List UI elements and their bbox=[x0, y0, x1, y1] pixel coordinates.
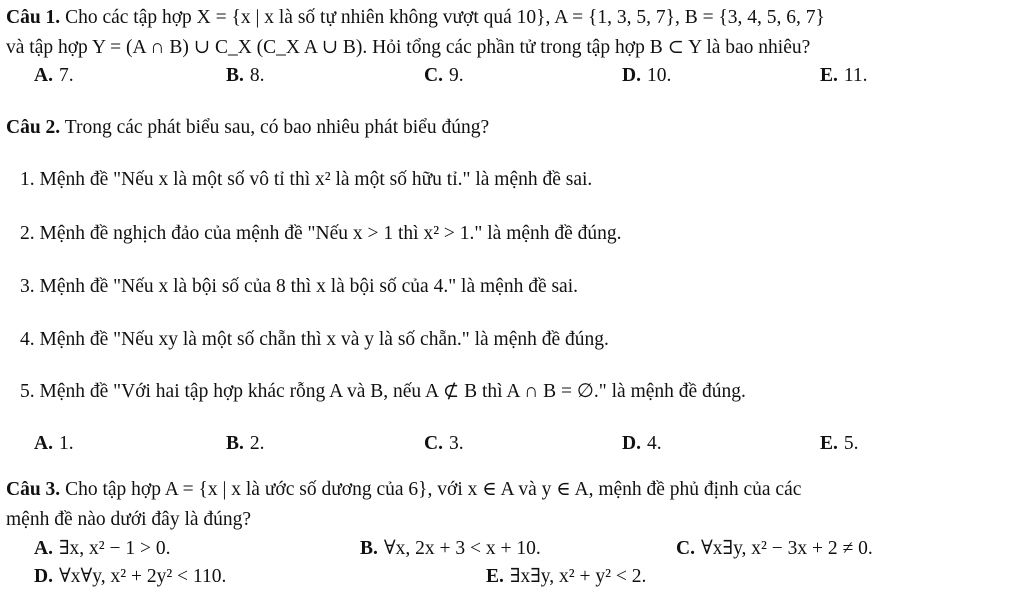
q3-line-1 bbox=[6, 478, 801, 502]
q3-option-c: C. ∀x∃y, x² − 3x + 2 ≠ 0. bbox=[676, 538, 873, 559]
q2-statement-4: 4. Mệnh đề "Nếu xy là một số chẵn thì x và y là số chẵn." là mệnh đề đúng. bbox=[20, 329, 609, 350]
q3-option-e: E. ∃x∃y, x² + y² < 2. bbox=[486, 566, 647, 587]
q1-stem-2: và tập hợp Y = (A ∩ B) ∪ C_X (C_X A ∪ B). Hỏi tổng các phần tử trong tập hợp B ⊂ Y là bao nhiêu? bbox=[6, 37, 811, 58]
q1-stem-1: Cho các tập hợp X = {x | x là số tự nhiên không vượt quá 10}, A = {1, 3, 5, 7}, B = {3, 4, 5, 6, 7} bbox=[65, 7, 825, 28]
q3-stem-2: mệnh đề nào dưới đây là đúng? bbox=[6, 509, 252, 530]
q1-option-b: B. 8. bbox=[226, 65, 265, 86]
q2-option-e: E. 5. bbox=[820, 433, 859, 454]
q3-title: Câu 3. bbox=[6, 479, 61, 500]
q2-statement-1: 1. Mệnh đề "Nếu x là một số vô tỉ thì x² là một số hữu tỉ." là mệnh đề sai. bbox=[20, 169, 593, 190]
q2-statement-2: 2. Mệnh đề nghịch đảo của mệnh đề "Nếu x > 1 thì x² > 1." là mệnh đề đúng. bbox=[20, 223, 622, 244]
q2-option-a: A. 1. bbox=[34, 433, 74, 454]
q2-option-d: D. 4. bbox=[622, 433, 662, 454]
q1-line-1 bbox=[6, 6, 825, 30]
q3-option-d: D. ∀x∀y, x² + 2y² < 110. bbox=[34, 566, 227, 587]
q2-statement-5: 5. Mệnh đề "Với hai tập hợp khác rỗng A và B, nếu A ⊄ B thì A ∩ B = ∅." là mệnh đề đúng. bbox=[20, 381, 746, 402]
q2-line-1 bbox=[6, 116, 489, 140]
q1-option-e: E. 11. bbox=[820, 65, 868, 86]
q2-title: Câu 2. bbox=[6, 117, 61, 138]
q2-option-b: B. 2. bbox=[226, 433, 265, 454]
q3-option-a: A. ∃x, x² − 1 > 0. bbox=[34, 538, 171, 559]
q1-title: Câu 1. bbox=[6, 7, 61, 28]
q1-option-a: A. 7. bbox=[34, 65, 74, 86]
q2-option-c: C. 3. bbox=[424, 433, 464, 454]
q3-option-b: B. ∀x, 2x + 3 < x + 10. bbox=[360, 538, 541, 559]
q2-statement-3: 3. Mệnh đề "Nếu x là bội số của 8 thì x là bội số của 4." là mệnh đề sai. bbox=[20, 276, 579, 297]
q1-option-c: C. 9. bbox=[424, 65, 464, 86]
q2-stem: Trong các phát biểu sau, có bao nhiêu phát biểu đúng? bbox=[64, 117, 490, 138]
q1-option-d: D. 10. bbox=[622, 65, 672, 86]
q3-stem-1: Cho tập hợp A = {x | x là ước số dương của 6}, với x ∈ A và y ∈ A, mệnh đề phủ định của các bbox=[65, 479, 802, 500]
